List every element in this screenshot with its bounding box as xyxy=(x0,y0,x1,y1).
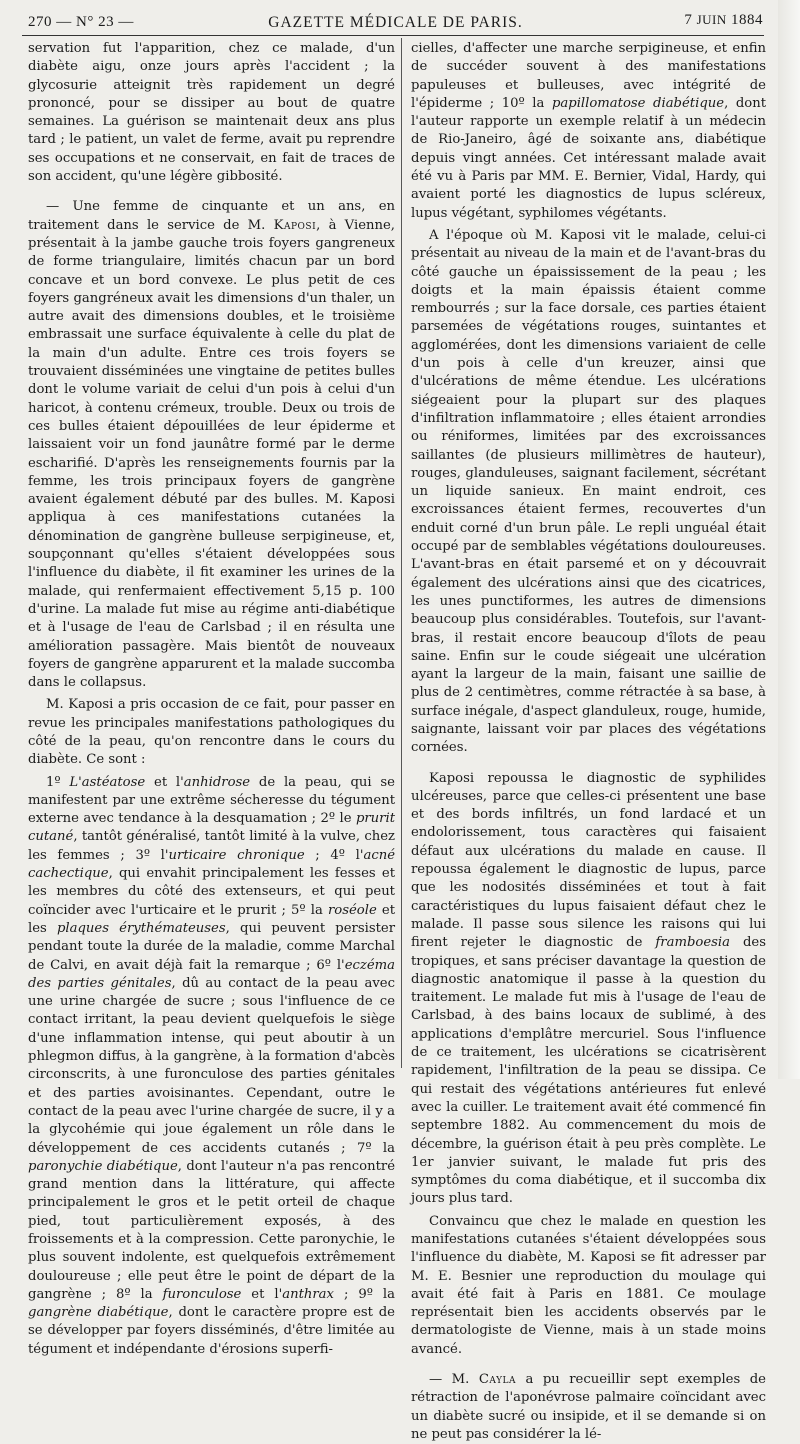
column-divider xyxy=(401,38,402,1068)
paragraph-diabete-aigu: servation fut l'apparition, chez ce malade, d'un diabète aigu, onze jours après l'accident ; la glycosurie atteignit très rapidement un degré prononcé, pour se dissiper au bout de quatre semaines. La guérison se maintenait deux ans plus tard ; le patient, un valet de ferme, avait pu reprendre ses occupations et ne conservait, en fait de traces de son accident, qu'une légère gibbosité. xyxy=(28,41,395,185)
journal-title: GAZETTE MÉDICALE DE PARIS. xyxy=(268,14,523,31)
text-run: ; 4º l' xyxy=(304,847,364,863)
author-name-kaposi: Kaposi xyxy=(273,217,317,233)
italic-term: furonculose xyxy=(162,1286,242,1302)
page-edge xyxy=(778,0,800,1079)
italic-term: prurit cutané xyxy=(28,811,395,845)
paragraph-cayla xyxy=(411,1371,766,1444)
italic-term: eczéma des parties génitales xyxy=(28,957,395,991)
text-run: 1º xyxy=(46,774,70,790)
italic-term: roséole xyxy=(327,902,377,918)
paragraph-kaposi-review: M. Kaposi a pris occasion de ce fait, pour passer en revue les principales manifestations pathologiques du côté de la peau, qu'on rencontre dans le cours du diabète. Ce sont : xyxy=(28,697,395,768)
italic-term: framboesia xyxy=(655,935,730,951)
date-day: 7 xyxy=(684,12,693,28)
italic-term: L'astéatose xyxy=(69,774,146,790)
page-number: 270 — N° 23 — xyxy=(28,14,134,30)
italic-term: plaques érythémateuses xyxy=(56,920,226,936)
italic-term: anhidrose xyxy=(183,774,251,790)
text-run: , dû au contact de la peau avec une urine chargée de sucre ; sous l'influence de ce contact irritant, la peau devient quelquefois le siège d'une inflammation intense, qui peut aboutir à un phlegmon diffus, à la gangrène, à la formation d'abcès circonscrits, à une furonculose des parties génitales et des parties avoisinantes. Cependant, outre le contact de la peau avec l'urine chargée de sucre, il y a la glycohémie qui joue également un rôle dans le développement de ces accidents cutanés ; 7º la xyxy=(28,975,395,1156)
date-year: 1884 xyxy=(731,12,763,28)
text-run: Kaposi repoussa le diagnostic de syphilides ulcéreuses, parce que celles-ci présentent une base et des bords infiltrés, un fond lardacé et un endolorissement, tous caractères qui faisaient défaut aux ulcérations du malade en cause. Il repoussa également le diagnostic de lupus, parce que les nodosités disséminées et tout à fait caractéristiques du lupus faisaient défaut chez le malade. Il passe sous silence les raisons qui lui firent rejeter le diagnostic de xyxy=(411,770,766,951)
text-run: , qui envahit principalement les fesses et les membres du côté des extenseurs, et qui peut coïncider avec l'urticaire et le prurit ; 5º la xyxy=(28,866,395,918)
italic-term: urticaire chronique xyxy=(168,847,305,863)
left-column xyxy=(28,40,395,1359)
paragraph-malade-description: A l'époque où M. Kaposi vit le malade, celui-ci présentait au niveau de la main et de l'avant-bras du côté gauche un épaississement de la peau ; les doigts et la main épaissis étaient comme rembourrés ; sur la face dorsale, ces parties étaient parsemées de végétations rouges, suintantes et agglomérées, dont les dimensions variaient de celle d'un pois à celle d'un kreuzer, ainsi que d'ulcérations de même étendue. Les ulcérations siégeaient pour la plupart sur des plaques d'infiltration inflammatoire ; elles étaient arrondies ou réniformes, limitées par des excroissances saillantes (de plusieurs millimètres de hauteur), rouges, glanduleuses, saignant facilement, sécrétant un liquide sanieux. En maint endroit, ces excroissances étaient fermes, recouvertes d'un enduit corné d'un brun pâle. Le repli unguéal était occupé par de semblables végétations douloureuses. L'avant-bras en était parsemé et on y découvrait également des ulcérations ainsi que des cicatrices, les unes punctiformes, les autres de dimensions beaucoup plus considérables. Toutefois, sur l'avant-bras, il restait encore beaucoup d'îlots de peau saine. Enfin sur le coude siégeait une ulcération ayant la largeur de la main, faisant une saillie de plus de 2 centimètres, comme rétractée à sa base, à surface inégale, d'aspect glanduleux, rouge, humide, saignante, laissant voir par places des végétations cornées. xyxy=(411,227,766,756)
text-run: a pu recueillir sept exemples de rétraction de l'aponévrose palmaire coïncidant avec un diabète sucré ou insipide, et il se demande si on ne peut pas considérer la lé- xyxy=(411,1372,766,1442)
paragraph-diagnostic xyxy=(411,770,766,1209)
text-run: , à Vienne, présentait à la jambe gauche trois foyers gangreneux de forme triangulaire, limités chacun par un bord concave et un bord convexe. Le plus petit de ces foyers gangréneux avait les dimensions d'un thaler, un autre avait des dimensions doubles, et le troisième embrassait une surface équivalente à celle du plat de la main d'un adulte. Entre ces trois foyers se trouvaient disséminées une vingtaine de petites bulles dont le volume variait de celui d'un pois à celui d'un haricot, à contenu crémeux, trouble. Deux ou trois de ces bulles étaient dépouillées de leur épiderme et laissaient voir un fond jaunâtre formé par le derme escharifié. D'après les renseignements fournis par la femme, les trois principaux foyers de gangrène avaient également débuté par des bulles. M. Kaposi appliqua à ces manifestations cutanées la dénomination de gangrène bulleuse serpigineuse, et, soupçonnant qu'elles s'étaient développées sous l'influence du diabète, il fit examiner les urines de la malade, qui renfermaient effectivement 5,15 p. 100 d'urine. La malade fut mise au régime anti-diabétique et à l'usage de l'eau de Carlsbad ; il en résulta une amélioration passagère. Mais bientôt de nouveaux foyers de gangrène apparurent et la malade succomba dans le collapsus. xyxy=(28,217,395,691)
paragraph-gangrene-case xyxy=(28,198,395,692)
text-run: des tropiques, et sans préciser davantage la question de diagnostic anatomique il passe à la question du traitement. Le malade fut mis à l'usage de l'eau de Carlsbad, à des bains locaux de sublimé, à des applications d'emplâtre mercuriel. Sous l'influence de ce traitement, les ulcérations se cicatrisèrent rapidement, l'infiltration de la peau se dissipa. Ce qui restait des végétations antérieures fut enlevé avec la cuiller. Le traitement avait été commencé fin septembre 1882. Au commencement du mois de décembre, la guérison était à peu près complète. Le 1er janvier suivant, le malade fut pris des symptômes du coma diabétique, et il succomba dix jours plus tard. xyxy=(411,935,766,1207)
page-header xyxy=(28,10,763,38)
text-run: et les xyxy=(28,902,396,936)
text-run: et l' xyxy=(241,1286,283,1302)
text-run: et l' xyxy=(145,774,184,790)
text-run: , dont l'auteur rapporte un exemple relatif à un médecin de Rio-Janeiro, âgé de soixante ans, diabétique depuis vingt années. Cet intéressant malade avait été vu à Paris par MM. E. Bernier, Vidal, Hardy, qui avaient porté les diagnostics de lupus scléreux, lupus végétant, syphilomes végétants. xyxy=(411,95,766,221)
italic-term: paronychie diabétique xyxy=(28,1158,178,1174)
italic-term: gangrène diabétique xyxy=(28,1305,169,1321)
paragraph-manifestations-list xyxy=(28,774,395,1360)
header-rule xyxy=(22,35,764,36)
author-name-cayla: Cayla xyxy=(478,1372,516,1388)
text-run: de la peau, qui se manifestent par une extrême sécheresse du tégument externe avec tendance à la desquamation ; 2º le xyxy=(28,774,395,827)
text-run: cielles, d'affecter une marche serpigineuse, et enfin de succéder souvent à des manifestations papuleuses et bulleuses, avec intégrité de l'épiderme ; 10º la xyxy=(411,41,766,111)
issue-date xyxy=(684,12,763,29)
italic-term: anthrax xyxy=(282,1286,334,1302)
text-run: ; 9º la xyxy=(333,1286,395,1302)
paragraph-moulage: Convaincu que chez le malade en question les manifestations cutanées s'étaient développées sous l'influence du diabète, M. Kaposi se fit adresser par M. E. Besnier une reproduction du moulage qui avait été fait à Paris en 1881. Ce moulage représentait bien les accidents observés par le dermatologiste de Vienne, mais à un stade moins avancé. xyxy=(411,1213,766,1357)
text-run: — Une femme de cinquante et un ans, en traitement dans le service de M. xyxy=(28,199,395,233)
italic-term: acné cachectique xyxy=(28,847,396,882)
text-run: , dont l'auteur n'a pas rencontré grand mention dans la littérature, qui affecte principalement le gros et le petit orteil de chaque pied, tout particulièrement exposés, à des froissements et à la compression. Cette paronychie, le plus souvent indolente, est quelquefois extrêmement douloureuse ; elle peut être le point de départ de la gangrène ; 8º la xyxy=(28,1158,396,1302)
paragraph-papillomatose xyxy=(411,40,766,223)
text-run: — M. xyxy=(429,1372,479,1388)
italic-term: papillomatose diabétique xyxy=(551,95,725,111)
text-run: , dont le caractère propre est de se développer par foyers disséminés, d'être limitée au tégument et indépendante d'érosions superfi- xyxy=(28,1305,395,1357)
right-column xyxy=(411,40,766,1444)
text-run: , tantôt généralisé, tantôt limité à la vulve, chez les femmes ; 3º l' xyxy=(28,829,395,863)
text-run: , qui peuvent persister pendant toute la durée de la maladie, comme Marchal de Calvi, en avait déjà fait la remarque ; 6º l' xyxy=(28,920,396,973)
date-month: JUIN xyxy=(696,12,727,27)
